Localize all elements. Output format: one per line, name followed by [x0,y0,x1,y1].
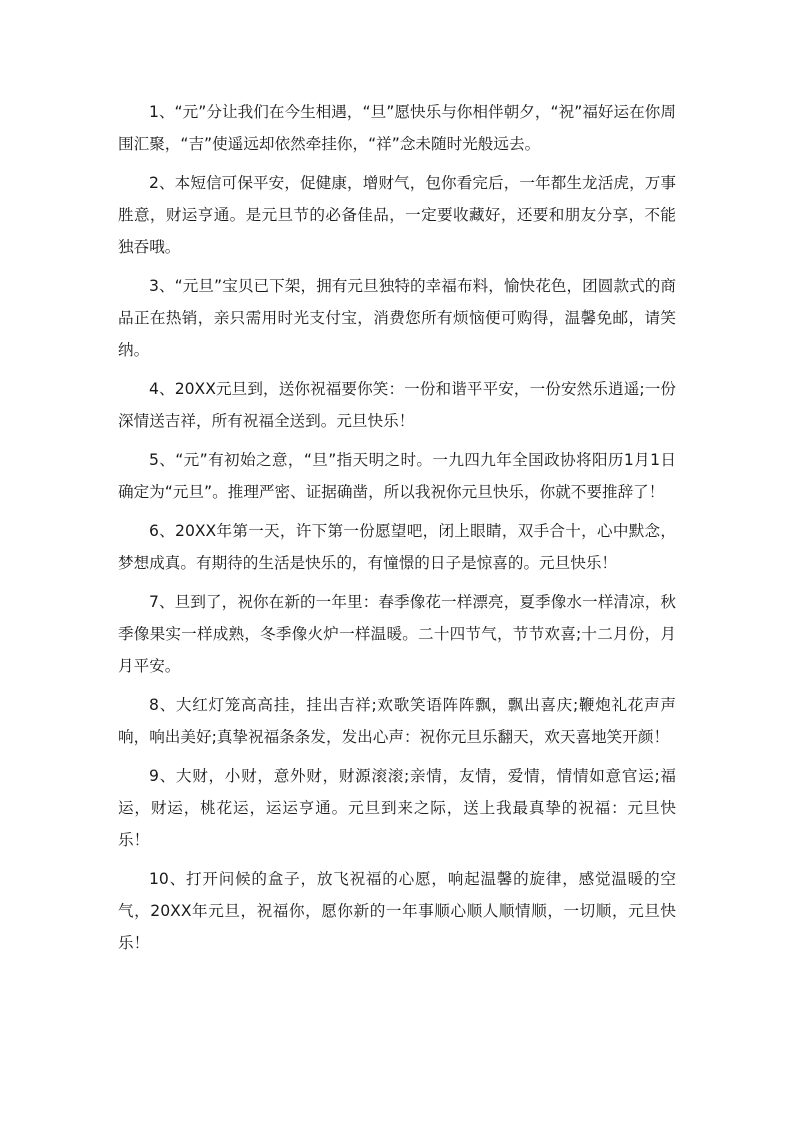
paragraph-6: 6、20XX年第一天，许下第一份愿望吧，闭上眼睛，双手合十，心中默念，梦想成真。有期待的生活是快乐的，有憧憬的日子是惊喜的。元旦快乐！ [118,522,676,572]
paragraph-2: 2、本短信可保平安，促健康，增财气，包你看完后，一年都生龙活虎，万事胜意，财运亨通。是元旦节的必备佳品，一定要收藏好，还要和朋友分享，不能独吞哦。 [118,174,676,256]
paragraph-10: 10、打开问候的盒子，放飞祝福的心愿，响起温馨的旋律，感觉温暖的空气，20XX年元旦，祝福你，愿你新的一年事顺心顺人顺情顺，一切顺，元旦快乐！ [118,870,676,952]
paragraph-8: 8、大红灯笼高高挂，挂出吉祥;欢歌笑语阵阵飘，飘出喜庆;鞭炮礼花声声响，响出美好;真挚祝福条条发，发出心声：祝你元旦乐翻天，欢天喜地笑开颜！ [118,696,676,746]
paragraph-3: 3、“元旦”宝贝已下架，拥有元旦独特的幸福布料，愉快花色，团圆款式的商品正在热销，亲只需用时光支付宝，消费您所有烦恼便可购得，温馨免邮，请笑纳。 [118,277,676,359]
document-body [118,96,676,966]
paragraph-1: 1、“元”分让我们在今生相遇，“旦”愿快乐与你相伴朝夕，“祝”福好运在你周围汇聚，“吉”使遥远却依然牵挂你，“祥”念未随时光般远去。 [118,103,676,153]
paragraph-4: 4、20XX元旦到，送你祝福要你笑：一份和谐平平安，一份安然乐逍遥;一份深情送吉祥，所有祝福全送到。元旦快乐！ [118,380,676,430]
paragraph-7: 7、旦到了，祝你在新的一年里：春季像花一样漂亮，夏季像水一样清凉，秋季像果实一样成熟，冬季像火炉一样温暖。二十四节气，节节欢喜;十二月份，月月平安。 [118,593,676,675]
paragraph-5: 5、“元”有初始之意，“旦”指天明之时。一九四九年全国政协将阳历1月1日确定为“元旦”。推理严密、证据确凿，所以我祝你元旦快乐，你就不要推辞了！ [118,451,676,501]
paragraph-9: 9、大财，小财，意外财，财源滚滚;亲情，友情，爱情，情情如意官运;福运，财运，桃花运，运运亨通。元旦到来之际，送上我最真挚的祝福：元旦快乐！ [118,767,676,849]
